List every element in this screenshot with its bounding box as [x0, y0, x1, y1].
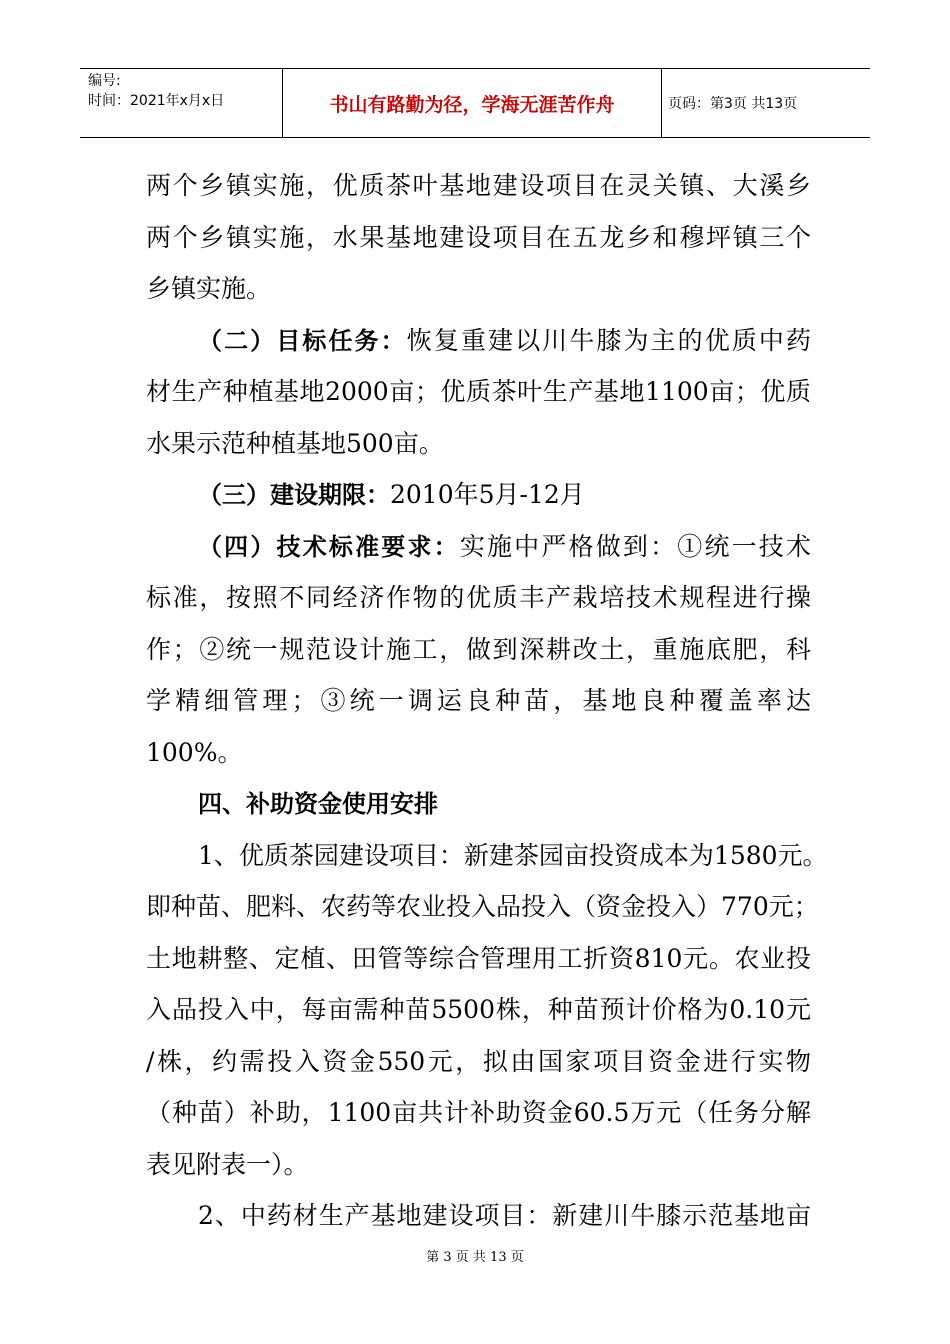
section-target-tasks	[146, 315, 811, 367]
document-body	[146, 160, 828, 1242]
body-line: 乡镇实施。	[146, 274, 272, 303]
body-line: 水果示范种植基地500亩。	[146, 428, 444, 458]
body-line: 标准，按照不同经济作物的优质丰产栽培技术规程进行操	[146, 583, 811, 612]
section-technical-standards	[146, 521, 811, 573]
page-footer: 第 3 页 共 13 页	[426, 1250, 524, 1265]
body-line: 两个乡镇实施，优质茶叶基地建设项目在灵关镇、大溪乡	[146, 171, 811, 200]
body-line: 1、优质茶园建设项目：新建茶园亩投资成本为1580元。	[198, 840, 828, 870]
section-heading: 四、补助资金使用安排	[198, 790, 438, 818]
section-text: 2010年5月-12月	[390, 480, 585, 509]
section-subsidy-heading	[146, 778, 811, 830]
body-line: 表见附表一）。	[146, 1149, 309, 1179]
body-line: 2、中药材生产基地建设项目：新建川牛膝示范基地亩	[198, 1201, 811, 1230]
page-header	[80, 68, 870, 138]
section-text: 恢复重建以川牛膝为主的优质中药	[406, 325, 811, 355]
body-line: 100%。	[146, 737, 243, 767]
section-heading: （二）目标任务：	[198, 326, 407, 355]
body-line: 入品投入中，每亩需种苗5500株，种苗预计价格为0.10元	[146, 995, 811, 1024]
body-line: 即种苗、肥料、农药等农业投入品投入（资金投入）770元；	[146, 892, 819, 921]
body-line: 土地耕整、定植、田管等综合管理用工折资810元。农业投	[146, 943, 811, 973]
document-date-label: 时间：2021年x月x日	[88, 93, 225, 109]
body-line: /株，约需投入资金550元，拟由国家项目资金进行实物	[146, 1046, 811, 1076]
body-line: （种苗）补助，1100亩共计补助资金60.5万元（任务分解	[146, 1098, 811, 1127]
body-line: 材生产种植基地2000亩；优质茶叶生产基地1100亩；优质	[146, 377, 811, 406]
header-meta	[88, 71, 278, 111]
header-page-number: 页码：第3页 共13页	[668, 96, 798, 112]
section-heading: （三）建设期限：	[198, 481, 390, 509]
section-heading: （四）技术标准要求：	[198, 532, 460, 561]
document-number-label: 编号:	[88, 73, 121, 89]
header-motto: 书山有路勤为径，学海无涯苦作舟	[282, 69, 662, 137]
body-line: 两个乡镇实施，水果基地建设项目在五龙乡和穆坪镇三个	[146, 222, 811, 252]
section-text: 实施中严格做到：①统一技术	[459, 531, 811, 561]
body-line: 作；②统一规范设计施工，做到深耕改土，重施底肥，科	[146, 634, 811, 664]
body-line: 学精细管理；③统一调运良种苗，基地良种覆盖率达	[146, 686, 811, 715]
section-construction-period	[146, 469, 811, 521]
